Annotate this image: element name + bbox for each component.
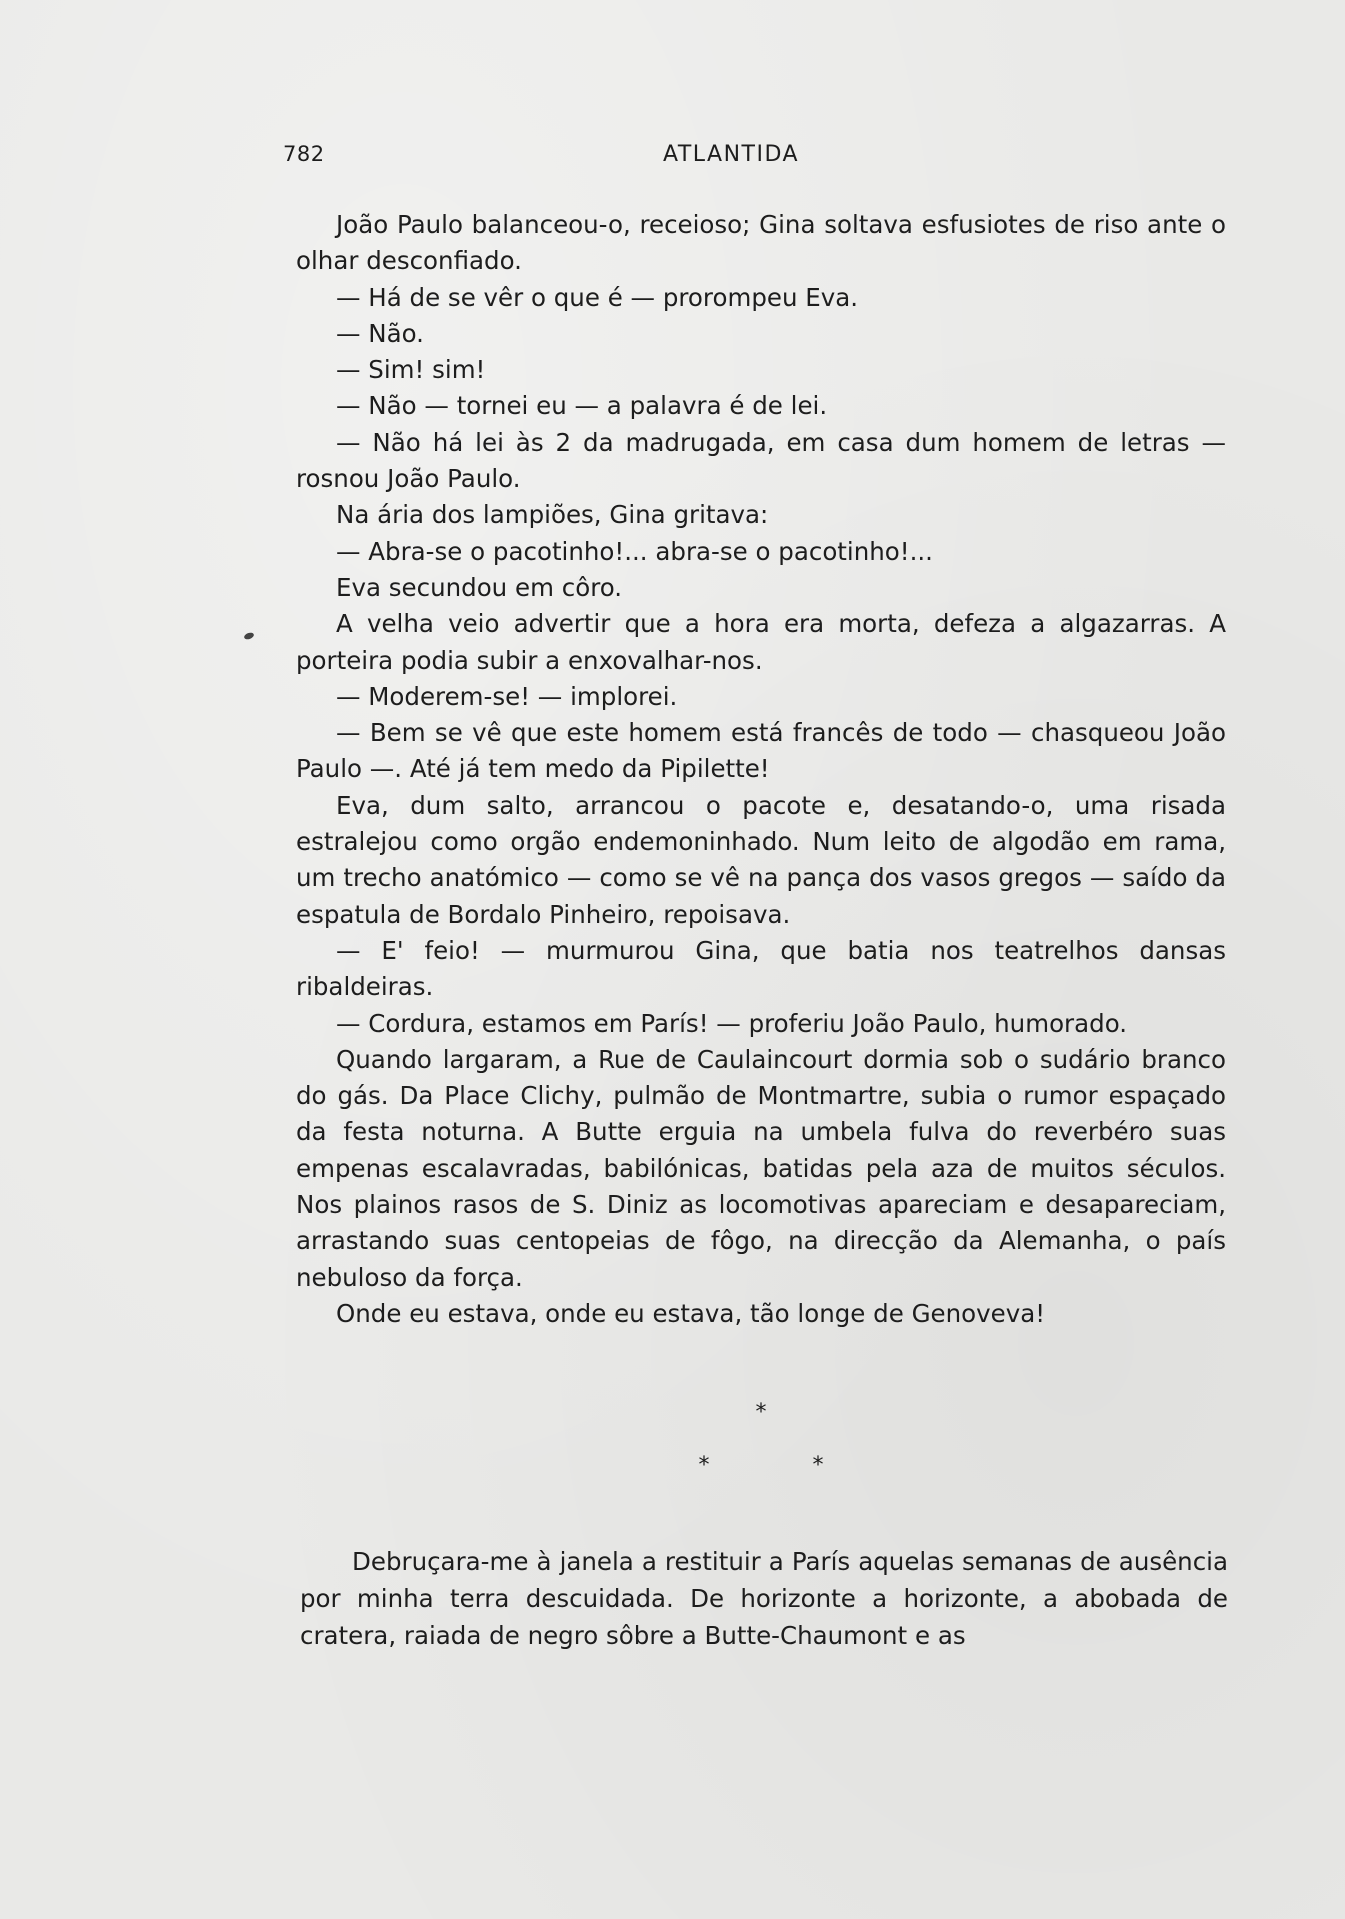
paragraph: A velha veio advertir que a hora era morta, defeza a algazarras. A porteira podia subir a enxovalhar-nos. <box>296 609 1226 675</box>
body-text <box>296 207 1226 1332</box>
paragraph: — Não. <box>336 318 424 348</box>
paragraph: Na ária dos lampiões, Gina gritava: <box>336 500 769 530</box>
section-break-asterisks-bottom: * * <box>698 1453 872 1478</box>
paragraph: — Sim! sim! <box>336 355 486 385</box>
paragraph: — Não há lei às 2 da madrugada, em casa dum homem de letras — rosnou João Paulo. <box>296 427 1226 494</box>
running-title: ATLANTIDA <box>663 142 800 167</box>
section-break-asterisk-top: * <box>755 1400 767 1425</box>
paragraph: — Há de se vêr o que é — prorompeu Eva. <box>336 282 859 312</box>
paragraph: Debruçara-me à janela a restituir a París aquelas semanas de ausência por minha terra descuidada. De horizonte a horizonte, a abobada de cratera, raiada de negro sôbre a Butte-Chaumont e as <box>300 1547 1228 1650</box>
paragraph: — E' feio! — murmurou Gina, que batia nos teatrelhos dansas ribaldeiras. <box>296 935 1226 1002</box>
body-text-after-break <box>300 1544 1228 1654</box>
page-number: 782 <box>283 142 325 166</box>
paragraph: — Bem se vê que este homem está francês de todo — chasqueou João Paulo —. Até já tem medo da Pipilette! <box>296 718 1226 784</box>
page-header <box>283 142 1243 172</box>
paragraph: — Moderem-se! — implorei. <box>336 681 678 711</box>
margin-ink-mark <box>243 631 254 640</box>
paragraph: — Não — tornei eu — a palavra é de lei. <box>336 391 828 421</box>
paragraph: Onde eu estava, onde eu estava, tão longe de Genoveva! <box>336 1298 1046 1328</box>
paragraph: Eva secundou em côro. <box>336 572 623 602</box>
paragraph: — Abra-se o pacotinho!... abra-se o pacotinho!... <box>336 536 933 566</box>
paragraph: Quando largaram, a Rue de Caulaincourt dormia sob o sudário branco do gás. Da Place Clichy, pulmão de Montmartre, subia o rumor espaçado da festa noturna. A Butte erguia na umbela fulva do reverbéro suas empenas escalavradas, babilónicas, batidas pela aza de muitos séculos. Nos plainos rasos de S. Diniz as locomotivas apareciam e desapareciam, arrastando suas centopeias de fôgo, na direcção da Alemanha, o país nebuloso da força. <box>296 1044 1226 1292</box>
paragraph: Eva, dum salto, arrancou o pacote e, desatando-o, uma risada estralejou como orgão endemoninhado. Num leito de algodão em rama, um trecho anatómico — como se vê na pança dos vasos gregos — saído da espatula de Bordalo Pinheiro, repoisava. <box>296 790 1226 929</box>
paragraph: João Paulo balanceou-o, receioso; Gina soltava esfusiotes de riso ante o olhar desconfiado. <box>296 210 1226 276</box>
paragraph: — Cordura, estamos em París! — proferiu João Paulo, humorado. <box>336 1008 1128 1038</box>
